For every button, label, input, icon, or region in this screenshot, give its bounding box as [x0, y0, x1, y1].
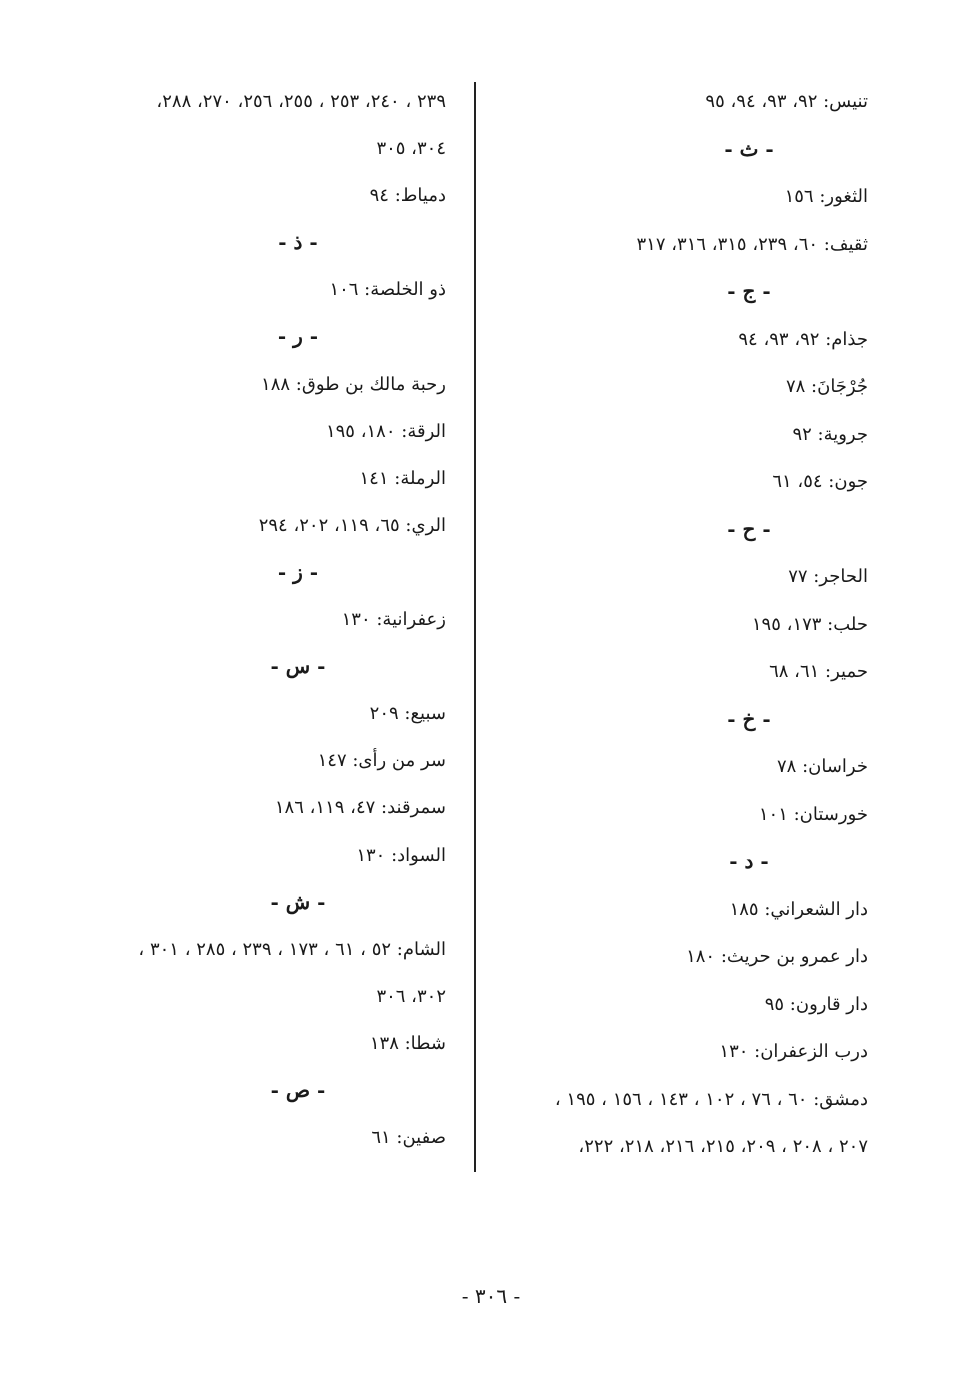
index-entry: سمرقند: ٤٧، ١١٩، ١٨٦ [274, 797, 446, 819]
index-entry: حمير: ٦١، ٦٨ [769, 661, 868, 682]
section-letter-heading: - ذ - [278, 230, 318, 255]
section-letter-heading: - د - [729, 849, 769, 873]
index-entry: الرملة: ١٤١ [359, 467, 446, 489]
section-letter-heading: - ر - [277, 324, 319, 349]
section-letter-heading: - س - [270, 654, 326, 679]
index-entry: ٣٠٢، ٣٠٦ [376, 985, 446, 1007]
index-entry: خراسان: ٧٨ [777, 756, 868, 777]
index-entry: دار الشعراني: ١٨٥ [729, 898, 868, 920]
index-entry: شطا: ١٣٨ [369, 1032, 446, 1054]
index-entry: حلب: ١٧٣، ١٩٥ [751, 613, 868, 635]
index-entry: درب الزعفران: ١٣٠ [719, 1041, 868, 1062]
section-letter-heading: - ش - [270, 889, 326, 914]
index-entry: جُرْجَانَ: ٧٨ [785, 376, 868, 397]
index-entry: الشام: ٥٢ ، ٦١ ، ١٧٣ ، ٢٣٩ ، ٢٨٥ ، ٣٠١ ، [138, 938, 446, 960]
index-entry: دار قارون: ٩٥ [764, 993, 868, 1015]
index-entry: تنيس: ٩٢، ٩٣، ٩٤، ٩٥ [705, 91, 868, 112]
section-letter-heading: - ج - [727, 279, 771, 303]
index-column-right [480, 78, 868, 1171]
section-letter-heading: - ح - [727, 516, 771, 541]
index-entry: صفين: ٦١ [371, 1127, 446, 1149]
column-divider [474, 82, 476, 1172]
section-letter-heading: - خ - [727, 706, 771, 731]
index-entry: خورستان: ١٠١ [758, 803, 868, 825]
index-entry: الحاجر: ٧٧ [788, 566, 868, 587]
index-entry: ذو الخلصة: ١٠٦ [329, 279, 446, 301]
index-entry: السواد: ١٣٠ [356, 844, 446, 866]
index-entry: الري: ٦٥، ١١٩، ٢٠٢، ٢٩٤ [258, 514, 446, 536]
index-column-left [70, 78, 446, 1161]
section-letter-heading: - ث - [724, 136, 774, 161]
index-entry: ٢٣٩ ، ٢٤٠، ٢٥٣ ، ٢٥٥، ٢٥٦، ٢٧٠، ٢٨٨، [156, 91, 446, 112]
index-entry: ثقيف: ٦٠، ٢٣٩، ٣١٥، ٣١٦، ٣١٧ [636, 233, 868, 255]
index-entry: سر من رأى: ١٤٧ [317, 750, 446, 772]
index-entry: الرقة: ١٨٠، ١٩٥ [325, 420, 446, 442]
index-entry: سبيع: ٢٠٩ [369, 703, 446, 725]
index-entry: الثغور: ١٥٦ [784, 186, 868, 207]
index-entry: جون: ٥٤، ٦١ [772, 471, 868, 492]
index-entry: دمشق: ٦٠ ، ٧٦ ، ١٠٢ ، ١٤٣ ، ١٥٦ ، ١٩٥ ، [554, 1088, 868, 1110]
page-number: - ٣٠٦ - [461, 1284, 521, 1308]
index-entry: ٢٠٧ ، ٢٠٨ ، ٢٠٩، ٢١٥، ٢١٦، ٢١٨، ٢٢٢، [578, 1136, 868, 1157]
index-entry: جروية: ٩٢ [792, 423, 868, 445]
section-letter-heading: - ز - [277, 559, 319, 584]
index-entry: جذام: ٩٢، ٩٣، ٩٤ [738, 328, 868, 350]
index-entry: دار عمرو بن حريث: ١٨٠ [686, 946, 868, 967]
index-entry: زعفرانية: ١٣٠ [341, 609, 446, 631]
index-entry: ٣٠٤، ٣٠٥ [376, 138, 446, 160]
index-entry: دمياط: ٩٤ [369, 185, 446, 207]
section-letter-heading: - ص - [270, 1077, 326, 1102]
index-entry: رحبة مالك بن طوق: ١٨٨ [261, 373, 446, 395]
